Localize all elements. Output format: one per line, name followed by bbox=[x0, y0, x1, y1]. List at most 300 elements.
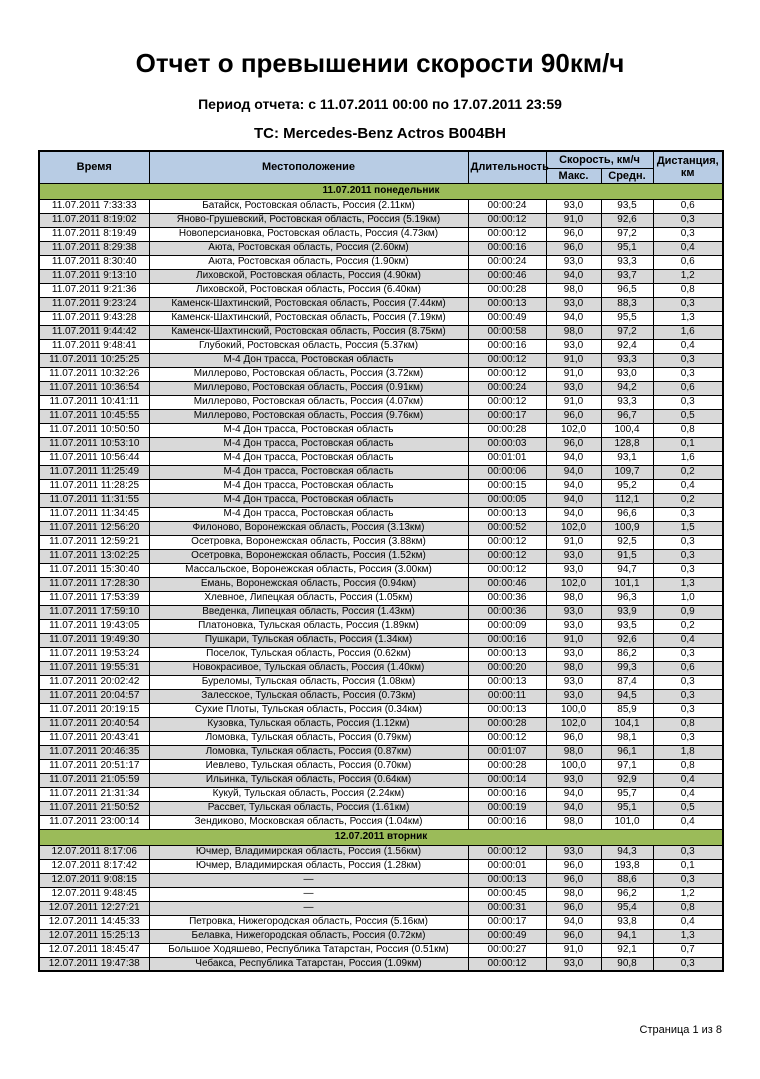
table-row bbox=[39, 759, 723, 773]
cell-speed-avg: 92,9 bbox=[601, 773, 653, 787]
cell-location: М-4 Дон трасса, Ростовская область bbox=[149, 451, 468, 465]
cell-speed-avg: 94,1 bbox=[601, 929, 653, 943]
section-band bbox=[39, 183, 723, 199]
cell-distance: 0,3 bbox=[653, 395, 723, 409]
cell-speed-max: 96,0 bbox=[546, 227, 601, 241]
cell-distance: 0,5 bbox=[653, 409, 723, 423]
cell-speed-max: 96,0 bbox=[546, 409, 601, 423]
cell-distance: 0,7 bbox=[653, 943, 723, 957]
cell-time: 11.07.2011 17:28:30 bbox=[39, 577, 149, 591]
cell-speed-max: 102,0 bbox=[546, 423, 601, 437]
cell-speed-max: 91,0 bbox=[546, 213, 601, 227]
cell-location: Чебакса, Республика Татарстан, Россия (1.09км) bbox=[149, 957, 468, 971]
cell-location: Миллерово, Ростовская область, Россия (4.07км) bbox=[149, 395, 468, 409]
cell-speed-avg: 93,1 bbox=[601, 451, 653, 465]
cell-speed-avg: 94,2 bbox=[601, 381, 653, 395]
cell-location: Сухие Плоты, Тульская область, Россия (0.34км) bbox=[149, 703, 468, 717]
cell-speed-max: 94,0 bbox=[546, 787, 601, 801]
cell-location: Пушкари, Тульская область, Россия (1.34км) bbox=[149, 633, 468, 647]
table-row bbox=[39, 423, 723, 437]
cell-speed-max: 96,0 bbox=[546, 929, 601, 943]
cell-speed-avg: 93,5 bbox=[601, 199, 653, 213]
cell-distance: 0,2 bbox=[653, 465, 723, 479]
cell-location: Аюта, Ростовская область, Россия (1.90км) bbox=[149, 255, 468, 269]
table-row bbox=[39, 619, 723, 633]
cell-time: 11.07.2011 21:05:59 bbox=[39, 773, 149, 787]
cell-location: Белавка, Нижегородская область, Россия (0.72км) bbox=[149, 929, 468, 943]
cell-speed-avg: 93,3 bbox=[601, 255, 653, 269]
cell-location: Ючмер, Владимирская область, Россия (1.28км) bbox=[149, 859, 468, 873]
cell-location: М-4 Дон трасса, Ростовская область bbox=[149, 479, 468, 493]
table-row bbox=[39, 507, 723, 521]
cell-time: 11.07.2011 19:55:31 bbox=[39, 661, 149, 675]
cell-distance: 0,8 bbox=[653, 759, 723, 773]
cell-time: 11.07.2011 10:53:10 bbox=[39, 437, 149, 451]
table-row bbox=[39, 717, 723, 731]
col-header-speed-group: Скорость, км/ч bbox=[546, 151, 653, 168]
cell-location: Ильинка, Тульская область, Россия (0.64км) bbox=[149, 773, 468, 787]
cell-duration: 00:00:13 bbox=[468, 297, 546, 311]
cell-time: 11.07.2011 10:25:25 bbox=[39, 353, 149, 367]
table-row bbox=[39, 943, 723, 957]
table-row bbox=[39, 915, 723, 929]
cell-speed-max: 94,0 bbox=[546, 311, 601, 325]
cell-location: — bbox=[149, 873, 468, 887]
cell-speed-avg: 109,7 bbox=[601, 465, 653, 479]
cell-duration: 00:00:15 bbox=[468, 479, 546, 493]
cell-speed-max: 98,0 bbox=[546, 887, 601, 901]
cell-time: 11.07.2011 20:46:35 bbox=[39, 745, 149, 759]
cell-time: 12.07.2011 9:48:45 bbox=[39, 887, 149, 901]
cell-speed-max: 94,0 bbox=[546, 507, 601, 521]
cell-distance: 1,3 bbox=[653, 311, 723, 325]
cell-duration: 00:00:13 bbox=[468, 873, 546, 887]
cell-speed-avg: 91,5 bbox=[601, 549, 653, 563]
cell-time: 11.07.2011 11:28:25 bbox=[39, 479, 149, 493]
col-header-duration: Длительность bbox=[468, 151, 546, 183]
cell-speed-max: 94,0 bbox=[546, 801, 601, 815]
cell-speed-avg: 100,9 bbox=[601, 521, 653, 535]
cell-location: Батайск, Ростовская область, Россия (2.11км) bbox=[149, 199, 468, 213]
cell-duration: 00:00:16 bbox=[468, 815, 546, 829]
cell-location: Новокрасивое, Тульская область, Россия (1.40км) bbox=[149, 661, 468, 675]
cell-speed-avg: 94,7 bbox=[601, 563, 653, 577]
cell-speed-max: 94,0 bbox=[546, 465, 601, 479]
cell-speed-max: 96,0 bbox=[546, 241, 601, 255]
cell-location: Поселок, Тульская область, Россия (0.62км) bbox=[149, 647, 468, 661]
cell-distance: 0,6 bbox=[653, 255, 723, 269]
table-row bbox=[39, 773, 723, 787]
table-row bbox=[39, 367, 723, 381]
cell-speed-max: 91,0 bbox=[546, 633, 601, 647]
table-row bbox=[39, 479, 723, 493]
cell-speed-max: 96,0 bbox=[546, 901, 601, 915]
cell-time: 11.07.2011 10:50:50 bbox=[39, 423, 149, 437]
table-row bbox=[39, 845, 723, 859]
cell-speed-max: 100,0 bbox=[546, 703, 601, 717]
cell-speed-max: 93,0 bbox=[546, 689, 601, 703]
cell-duration: 00:01:01 bbox=[468, 451, 546, 465]
cell-duration: 00:00:12 bbox=[468, 395, 546, 409]
cell-distance: 0,3 bbox=[653, 367, 723, 381]
table-row bbox=[39, 887, 723, 901]
cell-time: 11.07.2011 9:48:41 bbox=[39, 339, 149, 353]
cell-location: М-4 Дон трасса, Ростовская область bbox=[149, 437, 468, 451]
cell-duration: 00:00:13 bbox=[468, 675, 546, 689]
cell-duration: 00:00:16 bbox=[468, 633, 546, 647]
cell-speed-avg: 90,8 bbox=[601, 957, 653, 971]
cell-time: 11.07.2011 11:31:55 bbox=[39, 493, 149, 507]
report-period: Период отчета: с 11.07.2011 00:00 по 17.07.2011 23:59 bbox=[198, 96, 562, 112]
cell-duration: 00:00:12 bbox=[468, 957, 546, 971]
cell-speed-max: 96,0 bbox=[546, 873, 601, 887]
cell-distance: 1,3 bbox=[653, 577, 723, 591]
cell-distance: 0,3 bbox=[653, 675, 723, 689]
cell-distance: 0,4 bbox=[653, 339, 723, 353]
col-header-speed-max: Макс. bbox=[546, 168, 601, 183]
table-row bbox=[39, 325, 723, 339]
table-row bbox=[39, 577, 723, 591]
cell-duration: 00:00:16 bbox=[468, 787, 546, 801]
cell-speed-avg: 92,5 bbox=[601, 535, 653, 549]
table-row bbox=[39, 255, 723, 269]
table-row bbox=[39, 901, 723, 915]
cell-location: Миллерово, Ростовская область, Россия (3.72км) bbox=[149, 367, 468, 381]
section-band-label: 11.07.2011 понедельник bbox=[39, 183, 723, 199]
cell-duration: 00:00:17 bbox=[468, 915, 546, 929]
table-row bbox=[39, 241, 723, 255]
cell-duration: 00:00:12 bbox=[468, 353, 546, 367]
cell-speed-avg: 88,6 bbox=[601, 873, 653, 887]
table-row bbox=[39, 929, 723, 943]
cell-speed-max: 93,0 bbox=[546, 647, 601, 661]
cell-time: 11.07.2011 19:43:05 bbox=[39, 619, 149, 633]
cell-location: Петровка, Нижегородская область, Россия (5.16км) bbox=[149, 915, 468, 929]
cell-speed-max: 96,0 bbox=[546, 859, 601, 873]
table-row bbox=[39, 465, 723, 479]
cell-location: Осетровка, Воронежская область, Россия (3.88км) bbox=[149, 535, 468, 549]
table-row bbox=[39, 395, 723, 409]
cell-time: 11.07.2011 12:59:21 bbox=[39, 535, 149, 549]
cell-location: Массальское, Воронежская область, Россия (3.00км) bbox=[149, 563, 468, 577]
violations-table bbox=[38, 150, 724, 972]
cell-speed-max: 93,0 bbox=[546, 339, 601, 353]
cell-distance: 0,8 bbox=[653, 423, 723, 437]
cell-speed-avg: 95,4 bbox=[601, 901, 653, 915]
table-row bbox=[39, 745, 723, 759]
cell-speed-avg: 93,9 bbox=[601, 605, 653, 619]
cell-location: М-4 Дон трасса, Ростовская область bbox=[149, 493, 468, 507]
cell-time: 11.07.2011 10:32:26 bbox=[39, 367, 149, 381]
cell-time: 12.07.2011 9:08:15 bbox=[39, 873, 149, 887]
cell-time: 11.07.2011 10:56:44 bbox=[39, 451, 149, 465]
table-row bbox=[39, 409, 723, 423]
cell-location: Ючмер, Владимирская область, Россия (1.56км) bbox=[149, 845, 468, 859]
table-body bbox=[39, 183, 723, 971]
cell-duration: 00:00:05 bbox=[468, 493, 546, 507]
cell-duration: 00:00:58 bbox=[468, 325, 546, 339]
cell-duration: 00:00:46 bbox=[468, 269, 546, 283]
table-row bbox=[39, 297, 723, 311]
col-header-time: Время bbox=[39, 151, 149, 183]
cell-distance: 0,5 bbox=[653, 801, 723, 815]
cell-duration: 00:00:13 bbox=[468, 703, 546, 717]
table-row bbox=[39, 213, 723, 227]
table-row bbox=[39, 591, 723, 605]
cell-distance: 1,3 bbox=[653, 929, 723, 943]
cell-time: 11.07.2011 17:53:39 bbox=[39, 591, 149, 605]
cell-time: 11.07.2011 8:19:02 bbox=[39, 213, 149, 227]
cell-speed-avg: 88,3 bbox=[601, 297, 653, 311]
cell-duration: 00:00:28 bbox=[468, 717, 546, 731]
cell-time: 11.07.2011 15:30:40 bbox=[39, 563, 149, 577]
cell-time: 12.07.2011 19:47:38 bbox=[39, 957, 149, 971]
cell-distance: 1,6 bbox=[653, 451, 723, 465]
col-header-distance: Дистанция, км bbox=[653, 151, 723, 183]
cell-distance: 0,3 bbox=[653, 535, 723, 549]
table-row bbox=[39, 605, 723, 619]
cell-time: 11.07.2011 9:21:36 bbox=[39, 283, 149, 297]
cell-speed-max: 93,0 bbox=[546, 675, 601, 689]
cell-distance: 0,3 bbox=[653, 549, 723, 563]
cell-distance: 0,3 bbox=[653, 563, 723, 577]
cell-speed-avg: 97,1 bbox=[601, 759, 653, 773]
cell-distance: 1,8 bbox=[653, 745, 723, 759]
cell-time: 11.07.2011 19:53:24 bbox=[39, 647, 149, 661]
report-vehicle: ТС: Mercedes-Benz Actros B004BH bbox=[253, 125, 506, 142]
cell-time: 11.07.2011 8:30:40 bbox=[39, 255, 149, 269]
cell-location: Иевлево, Тульская область, Россия (0.70км) bbox=[149, 759, 468, 773]
table-row bbox=[39, 675, 723, 689]
cell-duration: 00:00:36 bbox=[468, 605, 546, 619]
cell-speed-avg: 101,1 bbox=[601, 577, 653, 591]
cell-speed-avg: 96,3 bbox=[601, 591, 653, 605]
cell-location: Каменск-Шахтинский, Ростовская область, Россия (7.44км) bbox=[149, 297, 468, 311]
cell-location: М-4 Дон трасса, Ростовская область bbox=[149, 353, 468, 367]
cell-speed-avg: 112,1 bbox=[601, 493, 653, 507]
cell-speed-max: 93,0 bbox=[546, 563, 601, 577]
cell-speed-max: 91,0 bbox=[546, 367, 601, 381]
cell-time: 12.07.2011 14:45:33 bbox=[39, 915, 149, 929]
cell-speed-avg: 193,8 bbox=[601, 859, 653, 873]
cell-duration: 00:00:20 bbox=[468, 661, 546, 675]
cell-time: 11.07.2011 21:31:34 bbox=[39, 787, 149, 801]
cell-location: Филоново, Воронежская область, Россия (3.13км) bbox=[149, 521, 468, 535]
cell-time: 11.07.2011 11:34:45 bbox=[39, 507, 149, 521]
cell-duration: 00:00:28 bbox=[468, 759, 546, 773]
cell-distance: 0,3 bbox=[653, 731, 723, 745]
cell-distance: 0,3 bbox=[653, 689, 723, 703]
cell-speed-avg: 93,7 bbox=[601, 269, 653, 283]
cell-speed-max: 98,0 bbox=[546, 661, 601, 675]
cell-time: 11.07.2011 19:49:30 bbox=[39, 633, 149, 647]
cell-speed-avg: 96,7 bbox=[601, 409, 653, 423]
cell-duration: 00:00:12 bbox=[468, 535, 546, 549]
cell-speed-avg: 93,3 bbox=[601, 395, 653, 409]
cell-speed-avg: 92,1 bbox=[601, 943, 653, 957]
table-row bbox=[39, 339, 723, 353]
cell-speed-avg: 92,4 bbox=[601, 339, 653, 353]
cell-location: Ломовка, Тульская область, Россия (0.79км) bbox=[149, 731, 468, 745]
cell-duration: 00:00:12 bbox=[468, 213, 546, 227]
cell-speed-max: 94,0 bbox=[546, 269, 601, 283]
cell-time: 11.07.2011 23:00:14 bbox=[39, 815, 149, 829]
cell-speed-max: 93,0 bbox=[546, 605, 601, 619]
table-row bbox=[39, 227, 723, 241]
cell-duration: 00:00:24 bbox=[468, 199, 546, 213]
cell-speed-max: 98,0 bbox=[546, 325, 601, 339]
cell-speed-avg: 85,9 bbox=[601, 703, 653, 717]
cell-time: 11.07.2011 9:13:10 bbox=[39, 269, 149, 283]
cell-duration: 00:00:49 bbox=[468, 929, 546, 943]
cell-speed-avg: 93,8 bbox=[601, 915, 653, 929]
cell-location: Миллерово, Ростовская область, Россия (9.76км) bbox=[149, 409, 468, 423]
cell-location: Кузовка, Тульская область, Россия (1.12км) bbox=[149, 717, 468, 731]
cell-distance: 0,3 bbox=[653, 213, 723, 227]
cell-speed-avg: 97,2 bbox=[601, 325, 653, 339]
table-row bbox=[39, 437, 723, 451]
cell-duration: 00:00:12 bbox=[468, 549, 546, 563]
cell-speed-max: 91,0 bbox=[546, 943, 601, 957]
cell-duration: 00:00:31 bbox=[468, 901, 546, 915]
cell-time: 11.07.2011 7:33:33 bbox=[39, 199, 149, 213]
cell-speed-max: 98,0 bbox=[546, 745, 601, 759]
cell-distance: 0,8 bbox=[653, 901, 723, 915]
cell-speed-avg: 95,1 bbox=[601, 241, 653, 255]
table-row bbox=[39, 381, 723, 395]
cell-time: 12.07.2011 8:17:06 bbox=[39, 845, 149, 859]
cell-speed-avg: 92,6 bbox=[601, 633, 653, 647]
cell-time: 11.07.2011 9:44:42 bbox=[39, 325, 149, 339]
cell-distance: 0,8 bbox=[653, 283, 723, 297]
cell-location: Миллерово, Ростовская область, Россия (0.91км) bbox=[149, 381, 468, 395]
cell-distance: 0,3 bbox=[653, 227, 723, 241]
cell-distance: 0,3 bbox=[653, 647, 723, 661]
cell-duration: 00:01:07 bbox=[468, 745, 546, 759]
cell-duration: 00:00:45 bbox=[468, 887, 546, 901]
cell-distance: 0,4 bbox=[653, 787, 723, 801]
cell-distance: 0,4 bbox=[653, 815, 723, 829]
cell-speed-max: 91,0 bbox=[546, 353, 601, 367]
cell-duration: 00:00:12 bbox=[468, 731, 546, 745]
cell-speed-max: 100,0 bbox=[546, 759, 601, 773]
cell-duration: 00:00:12 bbox=[468, 845, 546, 859]
cell-speed-max: 93,0 bbox=[546, 199, 601, 213]
table-row bbox=[39, 859, 723, 873]
table-row bbox=[39, 521, 723, 535]
cell-speed-avg: 86,2 bbox=[601, 647, 653, 661]
cell-distance: 0,3 bbox=[653, 873, 723, 887]
col-header-location: Местоположение bbox=[149, 151, 468, 183]
cell-speed-avg: 96,2 bbox=[601, 887, 653, 901]
cell-speed-avg: 95,1 bbox=[601, 801, 653, 815]
cell-speed-max: 96,0 bbox=[546, 437, 601, 451]
cell-time: 11.07.2011 8:19:49 bbox=[39, 227, 149, 241]
cell-duration: 00:00:13 bbox=[468, 507, 546, 521]
report-title: Отчет о превышении скорости 90км/ч bbox=[135, 48, 625, 78]
cell-distance: 1,2 bbox=[653, 887, 723, 901]
table-row bbox=[39, 801, 723, 815]
cell-time: 11.07.2011 20:43:41 bbox=[39, 731, 149, 745]
cell-location: Лиховской, Ростовская область, Россия (4.90км) bbox=[149, 269, 468, 283]
cell-duration: 00:00:28 bbox=[468, 283, 546, 297]
cell-speed-max: 94,0 bbox=[546, 451, 601, 465]
cell-duration: 00:00:12 bbox=[468, 563, 546, 577]
cell-location: Платоновка, Тульская область, Россия (1.89км) bbox=[149, 619, 468, 633]
header-row-top bbox=[39, 151, 723, 168]
cell-distance: 0,4 bbox=[653, 915, 723, 929]
cell-distance: 0,3 bbox=[653, 703, 723, 717]
cell-location: Ломовка, Тульская область, Россия (0.87км) bbox=[149, 745, 468, 759]
cell-distance: 0,3 bbox=[653, 353, 723, 367]
cell-duration: 00:00:12 bbox=[468, 227, 546, 241]
cell-duration: 00:00:49 bbox=[468, 311, 546, 325]
cell-speed-max: 102,0 bbox=[546, 521, 601, 535]
cell-duration: 00:00:01 bbox=[468, 859, 546, 873]
cell-distance: 0,1 bbox=[653, 859, 723, 873]
cell-time: 11.07.2011 12:56:20 bbox=[39, 521, 149, 535]
cell-speed-avg: 97,2 bbox=[601, 227, 653, 241]
cell-speed-max: 102,0 bbox=[546, 577, 601, 591]
cell-distance: 0,6 bbox=[653, 199, 723, 213]
cell-time: 11.07.2011 17:59:10 bbox=[39, 605, 149, 619]
table-row bbox=[39, 633, 723, 647]
table-row bbox=[39, 873, 723, 887]
cell-location: — bbox=[149, 887, 468, 901]
cell-location: Глубокий, Ростовская область, Россия (5.37км) bbox=[149, 339, 468, 353]
cell-time: 11.07.2011 20:02:42 bbox=[39, 675, 149, 689]
cell-speed-avg: 96,5 bbox=[601, 283, 653, 297]
cell-time: 11.07.2011 10:36:54 bbox=[39, 381, 149, 395]
cell-location: Лиховской, Ростовская область, Россия (6.40км) bbox=[149, 283, 468, 297]
cell-speed-avg: 93,0 bbox=[601, 367, 653, 381]
cell-speed-avg: 98,1 bbox=[601, 731, 653, 745]
cell-duration: 00:00:06 bbox=[468, 465, 546, 479]
cell-distance: 0,2 bbox=[653, 493, 723, 507]
cell-distance: 0,8 bbox=[653, 717, 723, 731]
cell-location: Буреломы, Тульская область, Россия (1.08км) bbox=[149, 675, 468, 689]
cell-speed-avg: 93,3 bbox=[601, 353, 653, 367]
cell-speed-max: 94,0 bbox=[546, 493, 601, 507]
cell-duration: 00:00:52 bbox=[468, 521, 546, 535]
cell-duration: 00:00:09 bbox=[468, 619, 546, 633]
cell-speed-avg: 94,3 bbox=[601, 845, 653, 859]
table-row bbox=[39, 957, 723, 971]
cell-speed-avg: 96,6 bbox=[601, 507, 653, 521]
cell-duration: 00:00:16 bbox=[468, 339, 546, 353]
cell-duration: 00:00:19 bbox=[468, 801, 546, 815]
cell-speed-max: 91,0 bbox=[546, 535, 601, 549]
table-row bbox=[39, 283, 723, 297]
table-header bbox=[39, 151, 723, 183]
cell-location: Большое Ходяшево, Республика Татарстан, Россия (0.51км) bbox=[149, 943, 468, 957]
table-row bbox=[39, 661, 723, 675]
cell-time: 11.07.2011 21:50:52 bbox=[39, 801, 149, 815]
table-row bbox=[39, 353, 723, 367]
cell-time: 11.07.2011 20:40:54 bbox=[39, 717, 149, 731]
cell-location: М-4 Дон трасса, Ростовская область bbox=[149, 423, 468, 437]
cell-location: Кукуй, Тульская область, Россия (2.24км) bbox=[149, 787, 468, 801]
cell-distance: 0,3 bbox=[653, 957, 723, 971]
cell-speed-avg: 128,8 bbox=[601, 437, 653, 451]
cell-location: М-4 Дон трасса, Ростовская область bbox=[149, 507, 468, 521]
cell-duration: 00:00:11 bbox=[468, 689, 546, 703]
cell-distance: 1,0 bbox=[653, 591, 723, 605]
cell-time: 12.07.2011 8:17:42 bbox=[39, 859, 149, 873]
cell-speed-max: 93,0 bbox=[546, 845, 601, 859]
cell-distance: 0,6 bbox=[653, 381, 723, 395]
cell-location: Яново-Грушевский, Ростовская область, Россия (5.19км) bbox=[149, 213, 468, 227]
